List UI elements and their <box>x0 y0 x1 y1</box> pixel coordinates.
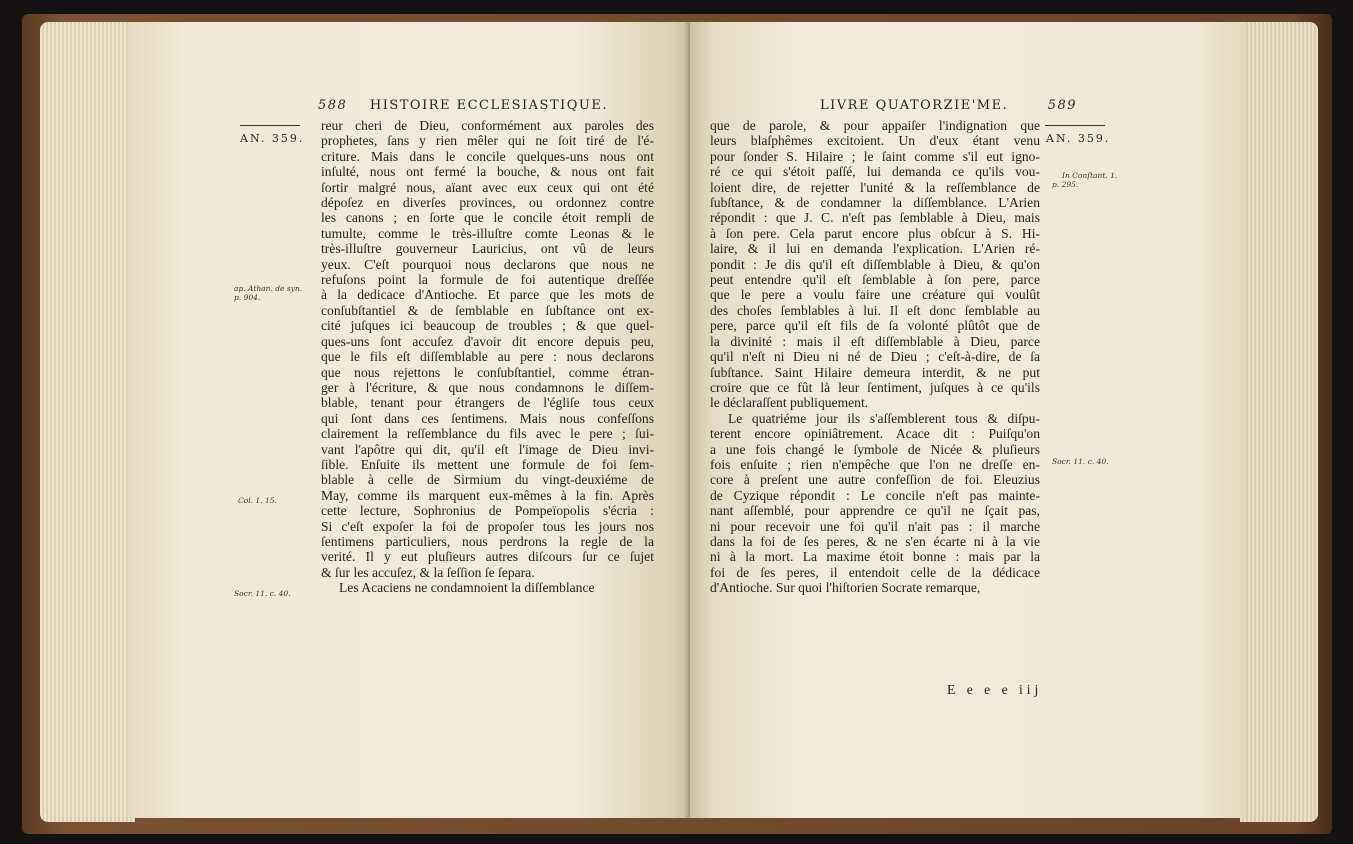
text-line: Si c'eſt expoſer la foi de propoſer tous les jours nos <box>321 518 654 534</box>
right-body-text <box>710 118 1040 596</box>
text-line: dans la foi de ſes peres, & ne s'en écarte ni à la vie <box>710 533 1040 549</box>
text-line: cette lecture, Sophronius de Pompeïopolis s'écria : <box>321 503 654 519</box>
text-line: refuſons point la formule de foi autentique dreſſée <box>321 272 654 288</box>
text-line: le déclaraſſent publiquement. <box>710 395 869 411</box>
text-line: conſubſtantiel & de ſemblable en ſubſtance ont ex- <box>321 302 654 318</box>
text-line: ſentimens particuliers, nous perdrons la regle de la <box>321 533 654 549</box>
text-line: a une fois changé le ſymbole de Nicée & pluſieurs <box>710 441 1040 457</box>
text-line: dépoſez en diverſes provinces, ou ordonnez contre <box>321 195 654 211</box>
text-line: à la dedicace d'Antioche. Et parce que les mots de <box>321 287 654 303</box>
text-line: les canons ; en ſorte que le concile étoit rempli de <box>321 210 654 226</box>
text-line: cité juſques ici beaucoup de troubles ; & que quel- <box>321 318 654 334</box>
left-page-number: 588 <box>318 98 348 113</box>
text-line: yeux. C'eſt pourquoi nous declarons que nous ne <box>321 256 654 272</box>
text-line: que de parole, & pour appaiſer l'indignation que <box>710 118 1040 133</box>
text-line: loient dire, de rejetter l'unité & la reſſemblance de <box>710 179 1040 195</box>
text-line: ſible. Enſuite ils mettent une formule de foi ſem- <box>321 456 654 472</box>
signature-mark: E e e e iij <box>947 682 1043 697</box>
text-line: Les Acaciens ne condamnoient la diſſemblance <box>339 580 595 596</box>
text-line: croire que ce fût là leur ſentiment, juſques à ce qu'ils <box>710 379 1040 395</box>
text-line: blable, tenant pour étrangers de l'égliſe tous ceux <box>321 395 654 411</box>
text-line: tumulte, comme le très-illuſtre comte Leonas & le <box>321 225 654 241</box>
text-line: que le pere a voulu faire une créature qui voulût <box>710 287 1040 303</box>
text-line: à ſon pere. Cela parut encore plus obſcur à S. Hi- <box>710 225 1040 241</box>
left-margin-note: ap. Athan. de syn. <box>234 284 303 293</box>
left-margin-rule <box>240 125 300 126</box>
text-line: pere, parce qu'il eſt fils de ſa volonté plûtôt que de <box>710 318 1040 334</box>
right-page-number: 589 <box>1047 98 1078 113</box>
text-line: verité. Il y eut pluſieurs autres diſcours ſur ce ſujet <box>321 549 654 565</box>
text-line: vant l'apôtre qui dit, qu'il eſt l'image de Dieu invi- <box>321 441 654 457</box>
text-line: core à preſent une autre confeſſion de foi. Eleuzius <box>710 472 1040 488</box>
right-running-head <box>820 98 1077 113</box>
text-line: ré ce qui s'étoit paſſé, lui demanda ce qu'ils vou- <box>710 164 1040 180</box>
text-line: reur cheri de Dieu, conformément aux paroles des <box>321 118 654 133</box>
text-line: nant aſſemblé, pour apprendre ce qu'il ne ſçait pas, <box>710 503 1040 519</box>
left-margin-year: AN. 359. <box>240 132 305 145</box>
text-line: May, comme ils marquent eux-mêmes à la fin. Après <box>321 487 654 503</box>
text-line: criture. Mais dans le concile quelques-uns nous ont <box>321 148 654 164</box>
page-edges-right <box>1240 22 1318 822</box>
text-line: prophetes, ſans y rien mêler qui ne ſoit tiré de l'é- <box>321 133 654 149</box>
text-line: ſubſtance, & de condamner la diſſemblance. L'Arien <box>710 195 1040 211</box>
text-line: & ſur les accuſez, & la ſeſſion ſe ſepara. <box>321 564 535 580</box>
text-line: foi de ſes peres, il entendoit celle de la dédicace <box>710 564 1040 580</box>
text-line: pour ſonder S. Hilaire ; le ſaint comme s'il eut igno- <box>710 148 1040 164</box>
right-margin-note: In Conſtant. 1. <box>1062 171 1118 180</box>
text-line: fois enſuite ; rien n'empêche que l'on ne dreſſe en- <box>710 456 1040 472</box>
text-line: leurs blaſphêmes excitoient. Un d'eux étant venu <box>710 133 1040 149</box>
text-line: inſulté, nous ont fermé la bouche, & nous ont fait <box>321 164 654 180</box>
text-line: ques-uns ſont accuſez d'avoir dit encore depuis peu, <box>321 333 654 349</box>
text-line: pondit : Je dis qu'il eſt diſſemblable à Dieu, & qu'on <box>710 256 1040 272</box>
text-line: ger à l'écriture, & que nous condamnons le diſſem- <box>321 379 654 395</box>
right-margin-year: AN. 359. <box>1046 132 1111 145</box>
right-margin-note: p. 295. <box>1052 180 1079 189</box>
left-running-head <box>318 98 608 113</box>
text-line: répondit : que J. C. n'eſt pas ſemblable à Dieu, mais <box>710 210 1040 226</box>
text-line: blable à celle de Sirmium du vingt-deuxiéme de <box>321 472 654 488</box>
left-body-text <box>321 118 654 596</box>
text-line: ni pour recevoir une foi qu'il n'ait pas : il marche <box>710 518 1040 534</box>
left-margin-note: Col. 1. 15. <box>238 496 277 505</box>
right-page <box>690 22 1246 818</box>
text-line: ſortir malgré nous, aïant avec eux ceux qui ont été <box>321 179 654 195</box>
text-line: que le fils eſt diſſemblable au pere : nous declarons <box>321 349 654 365</box>
text-line: Le quatriéme jour ils s'aſſemblerent tous & diſpu- <box>728 410 1040 426</box>
right-margin-rule <box>1045 125 1105 126</box>
text-line: la divinité : mais il eſt diſſemblable à Dieu, parce <box>710 333 1040 349</box>
text-line: peut entendre qu'il eſt ſemblable à ſon pere, parce <box>710 272 1040 288</box>
text-line: que nous rejettons le conſubſtantiel, comme étran- <box>321 364 654 380</box>
text-line: laire, & il lui en demanda l'explication. L'Arien ré- <box>710 241 1040 257</box>
left-margin-note: p. 904. <box>234 293 261 302</box>
text-line: qu'il n'eſt ni Dieu ni né de Dieu ; c'eſt-à-dire, de ſa <box>710 349 1040 365</box>
page-edges-left <box>40 22 135 822</box>
left-running-title: HISTOIRE ECCLESIASTIQUE. <box>369 98 608 113</box>
text-line: de Cyzique répondit : Le concile n'eſt pas mainte- <box>710 487 1040 503</box>
right-running-title: LIVRE QUATORZIE'ME. <box>820 98 1009 113</box>
text-line: clairement la reſſemblance du fils avec le pere ; ſui- <box>321 426 654 442</box>
text-line: ni à la mort. La maxime étoit bonne : mais par la <box>710 549 1040 565</box>
left-margin-note: Socr. 11. c. 40. <box>234 589 291 598</box>
text-line: terent encore opiniâtrement. Acace dit : Puiſqu'on <box>710 426 1040 442</box>
left-page <box>128 22 690 818</box>
text-line: d'Antioche. Sur quoi l'hiſtorien Socrate remarque, <box>710 580 981 596</box>
text-line: des choſes ſemblables à lui. Il eſt donc ſemblable au <box>710 302 1040 318</box>
text-line: qui ſont dans ces ſentimens. Mais nous confeſſons <box>321 410 654 426</box>
right-margin-note: Socr. 11. c. 40. <box>1052 457 1109 466</box>
text-line: ſubſtance. Saint Hilaire demeura interdit, & ne put <box>710 364 1040 380</box>
text-line: très-illuſtre gouverneur Lauricius, ont vû de leurs <box>321 241 654 257</box>
